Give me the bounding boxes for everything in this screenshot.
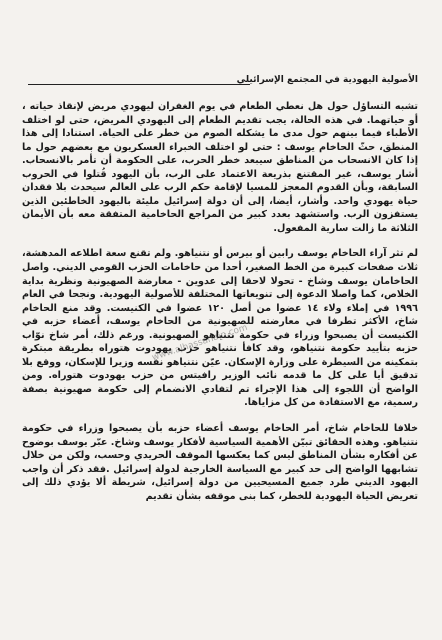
paragraph: خلافا للحاخام شاخ، أمر الحاخام يوسف أعضاء حزبه بأن يصبحوا وزراء في حكومة نتنياهو. وهذه الحقائق تبيّن الأهمية السياسية لأفكار يوسف وشاخ. عبّر يوسف بوضوح عن أفكاره بشأن المناطق ليس كما يعكسها الموقف الحريدي وحسب، ولكن من خلال تشابهها الواضح إلى حد كبير مع السياسة الخارجية لدولة إسرائيل .فقد ذكر أن واجب اليهود الديني طرد جميع المسيحيين من دولة إسرائيل، شريطة ألا يؤدي ذلك إلى تعريض الحياة اليهودية للخطر، كما بنى موقفه بشأن تقديم xyxy=(22,423,418,502)
running-header xyxy=(28,76,418,90)
body-text xyxy=(22,100,418,503)
running-header-title: الأصولية اليهودية في المجتمع الإسرائيلي xyxy=(236,75,418,85)
paragraph-gap xyxy=(22,235,418,247)
watermark: www.alhassanain.com xyxy=(150,322,249,364)
paragraph: تشبه التساؤل حول هل نعطي الطعام في يوم الغفران ليهودي مريض لإنقاذ حياته ، أو حياتهما. في هذه الحالة، يجب تقديم الطعام إلى اليهودي المريض، حتى لو اختلف الأطباء فيما بينهم حول مدى ما يشكله الصوم من خطر على الحياة. استنادا إلى هذا المنطق، حثّ الحاخام يوسف : حتى لو اختلف الخبراء العسكريون مع بعضهم حول ما إذا كان الانسحاب من المناطق سيبعد خطر الحرب، على الحكومة أن تأمر بالانسحاب. أشار يوسف، غير المقتنع بذريعة الاعتماد على الرب، بأن اليهود قُتلوا في الحروب السابقة، وبأن القدوم المعجز للمسيا لإقامة حكم الرب على العالم سيحدث بلا فقدان حياة يهودي واحد. وأشار، أيضا، إلى أن دولة إسرائيل مليئة باليهود الخاطئين الذين يستفزون الرب. واستشهد بعدد كبير من المراجع الحاخامية المتفقة معه بأن الأيمان الثلاثة ما زالت سارية المفعول. xyxy=(22,101,418,234)
paragraph-gap xyxy=(22,410,418,422)
paragraph: لم تثر آراء الحاخام يوسف رابين أو بيرس أو نتنياهو. ولم تقنع سعة اطلاعه المدهشة، ثلاث صفحات كبيرة من الخط الصغير، أحدا من حاخامات الحزب القومي الديني. واصل الحاخامان يوسف وشاخ - تحولا لاحقا إلى عدوين - معارضة الصهيونية ونظرية بداية الخلاص، كما واصلا الدعوة إلى تنويعاتها المختلفة للأصولية اليهودية. ونجحا في العام ١٩٩٦ في إملاء ولاء ١٤ عضوا من أصل ١٢٠ عضوا في الكنيست. وقد منع الحاخام شاخ، الأكثر تطرفا في معارضته للصهيونية من الحاخام يوسف، أعضاء حزبه في الكنيست أن يصبحوا وزراء في حكومة نتنياهو الصهيونية. ورغم ذلك، أمر شاخ نوّاب حزبه بتأييد حكومة نتنياهو، وقد كافأ نتنياهو حزب يهودوت هتوراه بطريقة مبتكرة بتمكينه من السيطرة على وزارة الإسكان. عيّن نتنياهو نفسه وزيرا للإسكان، ووقع بلا تدقيق أيا على كل ما قدمه نائب الوزير رافيتس من حزب يهودوت هتوراه. ومن الواضح أن اللجوء إلى هذا الإجراء تم لتفادي الانضمام إلى حكومة صهيونية بصفة رسمية، مع الاستفادة من كل مزاياها. xyxy=(22,248,419,409)
header-rule xyxy=(28,84,250,85)
